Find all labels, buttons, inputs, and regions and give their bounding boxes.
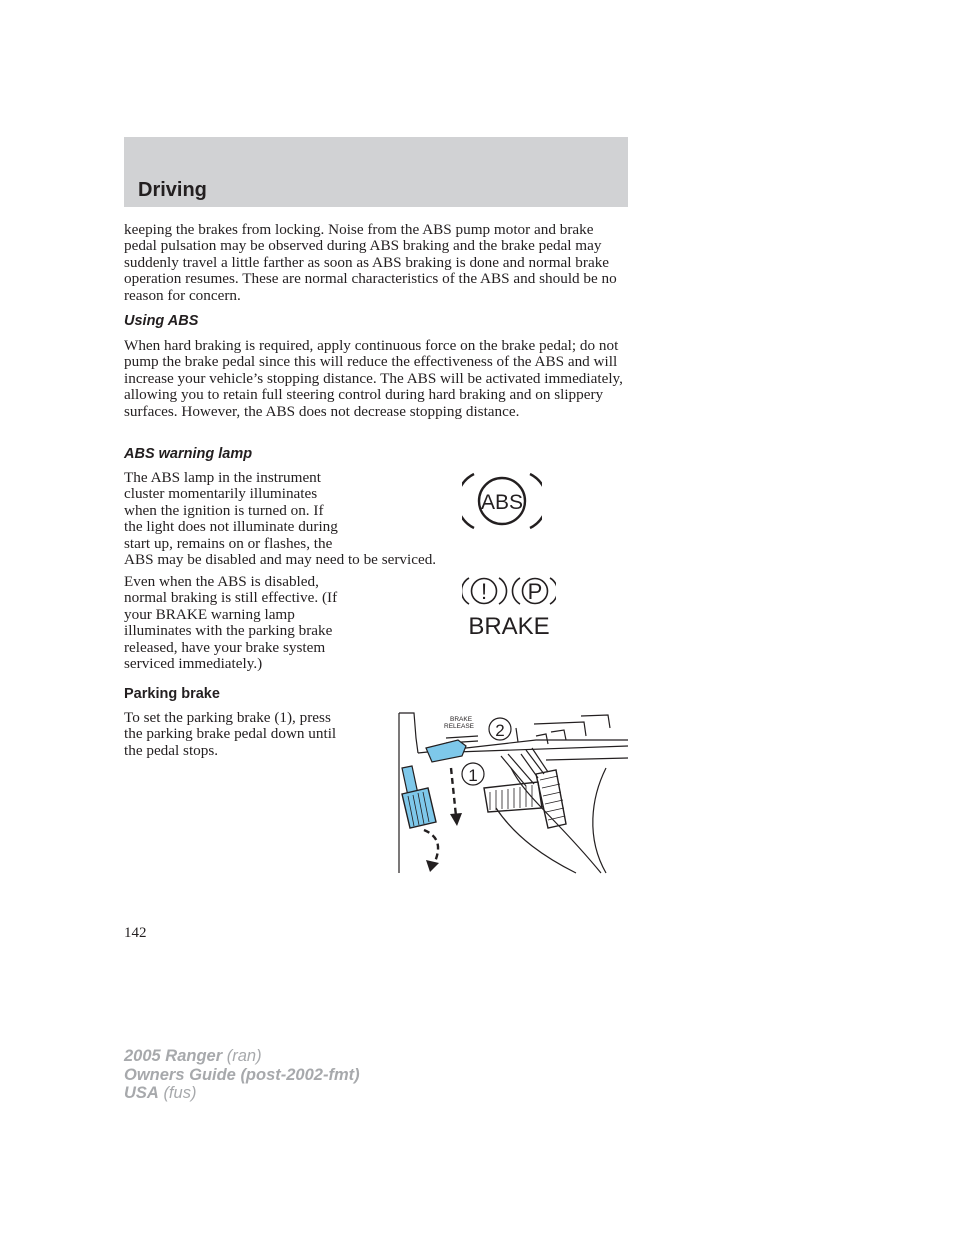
text-line: Even when the ABS is disabled, (124, 573, 319, 590)
text-line: The ABS lamp in the instrument (124, 469, 321, 486)
footer-market: USA (124, 1084, 159, 1102)
footer-line-1 (124, 1047, 360, 1066)
exclamation-glyph: ! (480, 579, 488, 604)
parking-brake-pedal (402, 788, 436, 828)
p-glyph: P (527, 579, 543, 604)
using-abs-heading: Using ABS (124, 313, 199, 329)
text-line: released, have your brake system (124, 638, 326, 656)
footer-market-code: (fus) (163, 1084, 197, 1102)
document-footer (124, 1047, 360, 1103)
footer-line-3 (124, 1084, 360, 1103)
brake-release-label-line1: BRAKE (450, 716, 473, 723)
abs-disabled-paragraph (124, 574, 374, 672)
section-header-band (124, 137, 628, 207)
brake-word: BRAKE (468, 613, 550, 640)
text-line: the parking brake pedal down until (124, 725, 337, 743)
abs-warning-lamp-heading: ABS warning lamp (124, 446, 253, 462)
intro-paragraph: keeping the brakes from locking. Noise from the ABS pump motor and brake pedal pulsation may be observed during ABS braking and the brake pedal may suddenly travel a little farther as soon as ABS braking is done and normal brake operation resumes. These are normal characteristics of the ABS and should be no reason for concern. (124, 221, 617, 304)
text-line: serviced immediately.) (124, 655, 263, 673)
page-number: 142 (124, 925, 147, 941)
parking-brake-heading: Parking brake (124, 686, 220, 702)
abs-symbol-text: ABS (480, 491, 524, 514)
text-line: the pedal stops. (124, 741, 219, 759)
footer-guide-name: Owners Guide (post-2002-fmt) (124, 1065, 360, 1084)
footer-model: 2005 Ranger (124, 1047, 223, 1065)
text-line: your BRAKE warning lamp (124, 605, 295, 623)
text-line: illuminates with the parking brake (124, 622, 333, 640)
abs-warning-icon (462, 470, 542, 532)
section-title: Driving (138, 179, 207, 201)
text-line: cluster momentarily illuminates (124, 485, 318, 503)
text-line: To set the parking brake (1), press (124, 709, 331, 726)
callout-2-label: 2 (495, 721, 505, 740)
parking-brake-illustration (396, 708, 630, 876)
footer-line-2 (124, 1066, 360, 1085)
parking-brake-paragraph (124, 710, 374, 759)
text-line: the light does not illuminate during (124, 518, 338, 536)
brake-warning-icon (462, 574, 556, 640)
text-line: start up, remains on or flashes, the (124, 534, 333, 552)
using-abs-paragraph: When hard braking is required, apply continuous force on the brake pedal; do not pump the brake pedal since this will reduce the effectiveness of the ABS and will increase your vehicle’s stopping distance. The ABS will be activated immediately, allowing you to retain full steering control during hard braking and on slippery surfaces. However, the ABS does not decrease stopping distance. (124, 337, 623, 420)
footer-model-code: (ran) (226, 1047, 262, 1065)
text-line: ABS may be disabled and may need to be serviced. (124, 551, 437, 569)
text-line: when the ignition is turned on. If (124, 501, 324, 519)
brake-release-label-line2: RELEASE (444, 723, 474, 730)
callout-1-label: 1 (468, 766, 478, 785)
text-line: normal braking is still effective. (If (124, 589, 338, 607)
brake-release-handle (426, 740, 466, 762)
